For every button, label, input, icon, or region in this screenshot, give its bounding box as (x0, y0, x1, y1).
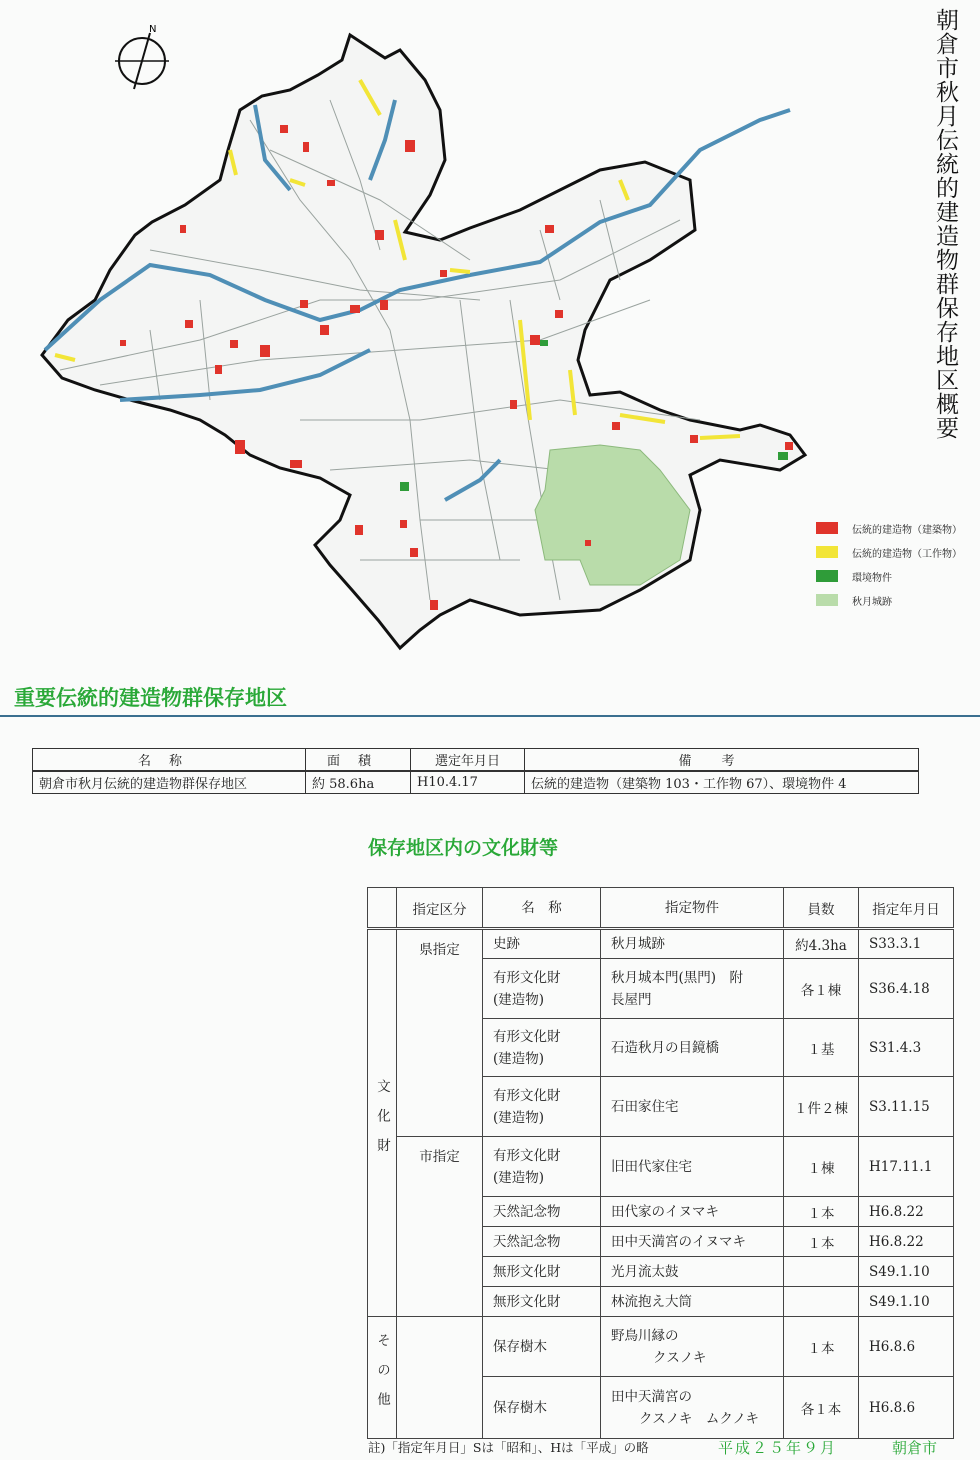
cell-item: 石造秋月の目鏡橋 (601, 1019, 784, 1077)
cell-count: １基 (784, 1019, 859, 1077)
cell-date: H6.8.22 (859, 1197, 954, 1227)
cell-item: 石田家住宅 (601, 1077, 784, 1137)
cultural-property-table (367, 887, 954, 1439)
legend-item (816, 516, 962, 540)
cell-date: S49.1.10 (859, 1287, 954, 1317)
district-map (0, 0, 910, 670)
compass-north-label: N (149, 24, 157, 35)
map-vertical-title: 朝倉市秋月伝統的建造物群保存地区概要 (932, 8, 958, 440)
legend-label: 伝統的建造物（工作物） (852, 548, 962, 560)
cell-date: S3.11.15 (859, 1077, 954, 1137)
red-swatch-icon (816, 522, 838, 534)
header-item: 指定物件 (601, 888, 784, 929)
cell-date: H17.11.1 (859, 1137, 954, 1197)
cell-count: １棟 (784, 1137, 859, 1197)
cell-count (784, 1257, 859, 1287)
legend-item (816, 564, 962, 588)
district-boundary (42, 35, 805, 648)
header-remarks: 備考 (525, 749, 919, 772)
cell-name: 朝倉市秋月伝統的建造物群保存地区 (33, 771, 306, 794)
cell-type: 天然記念物 (483, 1227, 601, 1257)
cell-count: １本 (784, 1317, 859, 1377)
group-label: その他 (374, 1333, 390, 1422)
cell-count: １本 (784, 1197, 859, 1227)
cell-item: 秋月城跡 (601, 929, 784, 959)
cell-type: 天然記念物 (483, 1197, 601, 1227)
header-blank (368, 888, 397, 929)
cell-date: H6.8.6 (859, 1317, 954, 1377)
cell-date: S36.4.18 (859, 959, 954, 1019)
header-date: 指定年月日 (859, 888, 954, 929)
group-label: 文化財 (374, 1078, 390, 1168)
cell-count: 約4.3ha (784, 929, 859, 959)
cell-count: １本 (784, 1227, 859, 1257)
section-heading-district: 重要伝統的建造物群保存地区 (14, 686, 287, 710)
map-legend (816, 516, 962, 612)
cell-type: 有形文化財 (建造物) (483, 1137, 601, 1197)
legend-label: 伝統的建造物（建築物） (852, 524, 962, 536)
sub-city: 市指定 (397, 1137, 483, 1317)
cell-item: 林流抱え大筒 (601, 1287, 784, 1317)
footnote: 註)「指定年月日」Sは「昭和」、Hは「平成」の略 (368, 1440, 649, 1455)
cell-type: 保存樹木 (483, 1377, 601, 1439)
cell-item: 田中天満宮のイヌマキ (601, 1227, 784, 1257)
cell-date: H6.8.22 (859, 1227, 954, 1257)
header-date: 選定年月日 (411, 749, 525, 772)
cell-item: 野鳥川縁の クスノキ (601, 1317, 784, 1377)
cell-date: H6.8.6 (859, 1377, 954, 1439)
cell-area: 約 58.6ha (306, 771, 411, 794)
header-name: 名 称 (483, 888, 601, 929)
cell-item: 田代家のイヌマキ (601, 1197, 784, 1227)
green-swatch-icon (816, 570, 838, 582)
sub-prefecture: 県指定 (397, 929, 483, 1137)
lightgreen-swatch-icon (816, 594, 838, 606)
group-cultural (368, 929, 397, 1317)
header-category: 指定区分 (397, 888, 483, 929)
table-row (368, 1137, 954, 1197)
cell-type: 史跡 (483, 929, 601, 959)
table-header-row (33, 749, 919, 772)
legend-item (816, 540, 962, 564)
cell-type: 有形文化財 (建造物) (483, 1077, 601, 1137)
cell-remarks: 伝統的建造物（建築物 103・工作物 67）、環境物件 4 (525, 771, 919, 794)
cell-date: H10.4.17 (411, 771, 525, 794)
cell-type: 無形文化財 (483, 1257, 601, 1287)
cell-count: 各１本 (784, 1377, 859, 1439)
publisher: 朝倉市 (892, 1439, 938, 1457)
legend-label: 秋月城跡 (852, 596, 892, 608)
cell-type: 有形文化財 (建造物) (483, 959, 601, 1019)
cell-count: 各１棟 (784, 959, 859, 1019)
cell-date: S49.1.10 (859, 1257, 954, 1287)
table-row (33, 771, 919, 794)
cell-type: 保存樹木 (483, 1317, 601, 1377)
header-count: 員数 (784, 888, 859, 929)
cell-type: 無形文化財 (483, 1287, 601, 1317)
compass-icon (115, 33, 169, 89)
table-header-row (368, 888, 954, 929)
section-heading-cultural: 保存地区内の文化財等 (368, 837, 559, 859)
issue-date: 平成２５年９月 (718, 1439, 838, 1457)
legend-label: 環境物件 (852, 572, 892, 584)
cell-item: 旧田代家住宅 (601, 1137, 784, 1197)
header-area: 面積 (306, 749, 411, 772)
district-table (32, 748, 919, 794)
cell-item: 秋月城本門(黒門) 附 長屋門 (601, 959, 784, 1019)
cell-count: １件２棟 (784, 1077, 859, 1137)
group-other (368, 1317, 397, 1439)
cell-count (784, 1287, 859, 1317)
table-row (368, 1317, 954, 1377)
yellow-swatch-icon (816, 546, 838, 558)
table-row (368, 929, 954, 959)
cell-type: 有形文化財 (建造物) (483, 1019, 601, 1077)
header-name: 名称 (33, 749, 306, 772)
sub-blank (397, 1317, 483, 1439)
cell-item: 光月流太鼓 (601, 1257, 784, 1287)
heading-divider (0, 715, 980, 717)
cell-date: S33.3.1 (859, 929, 954, 959)
cell-date: S31.4.3 (859, 1019, 954, 1077)
cell-item: 田中天満宮の クスノキ ムクノキ (601, 1377, 784, 1439)
legend-item (816, 588, 962, 612)
